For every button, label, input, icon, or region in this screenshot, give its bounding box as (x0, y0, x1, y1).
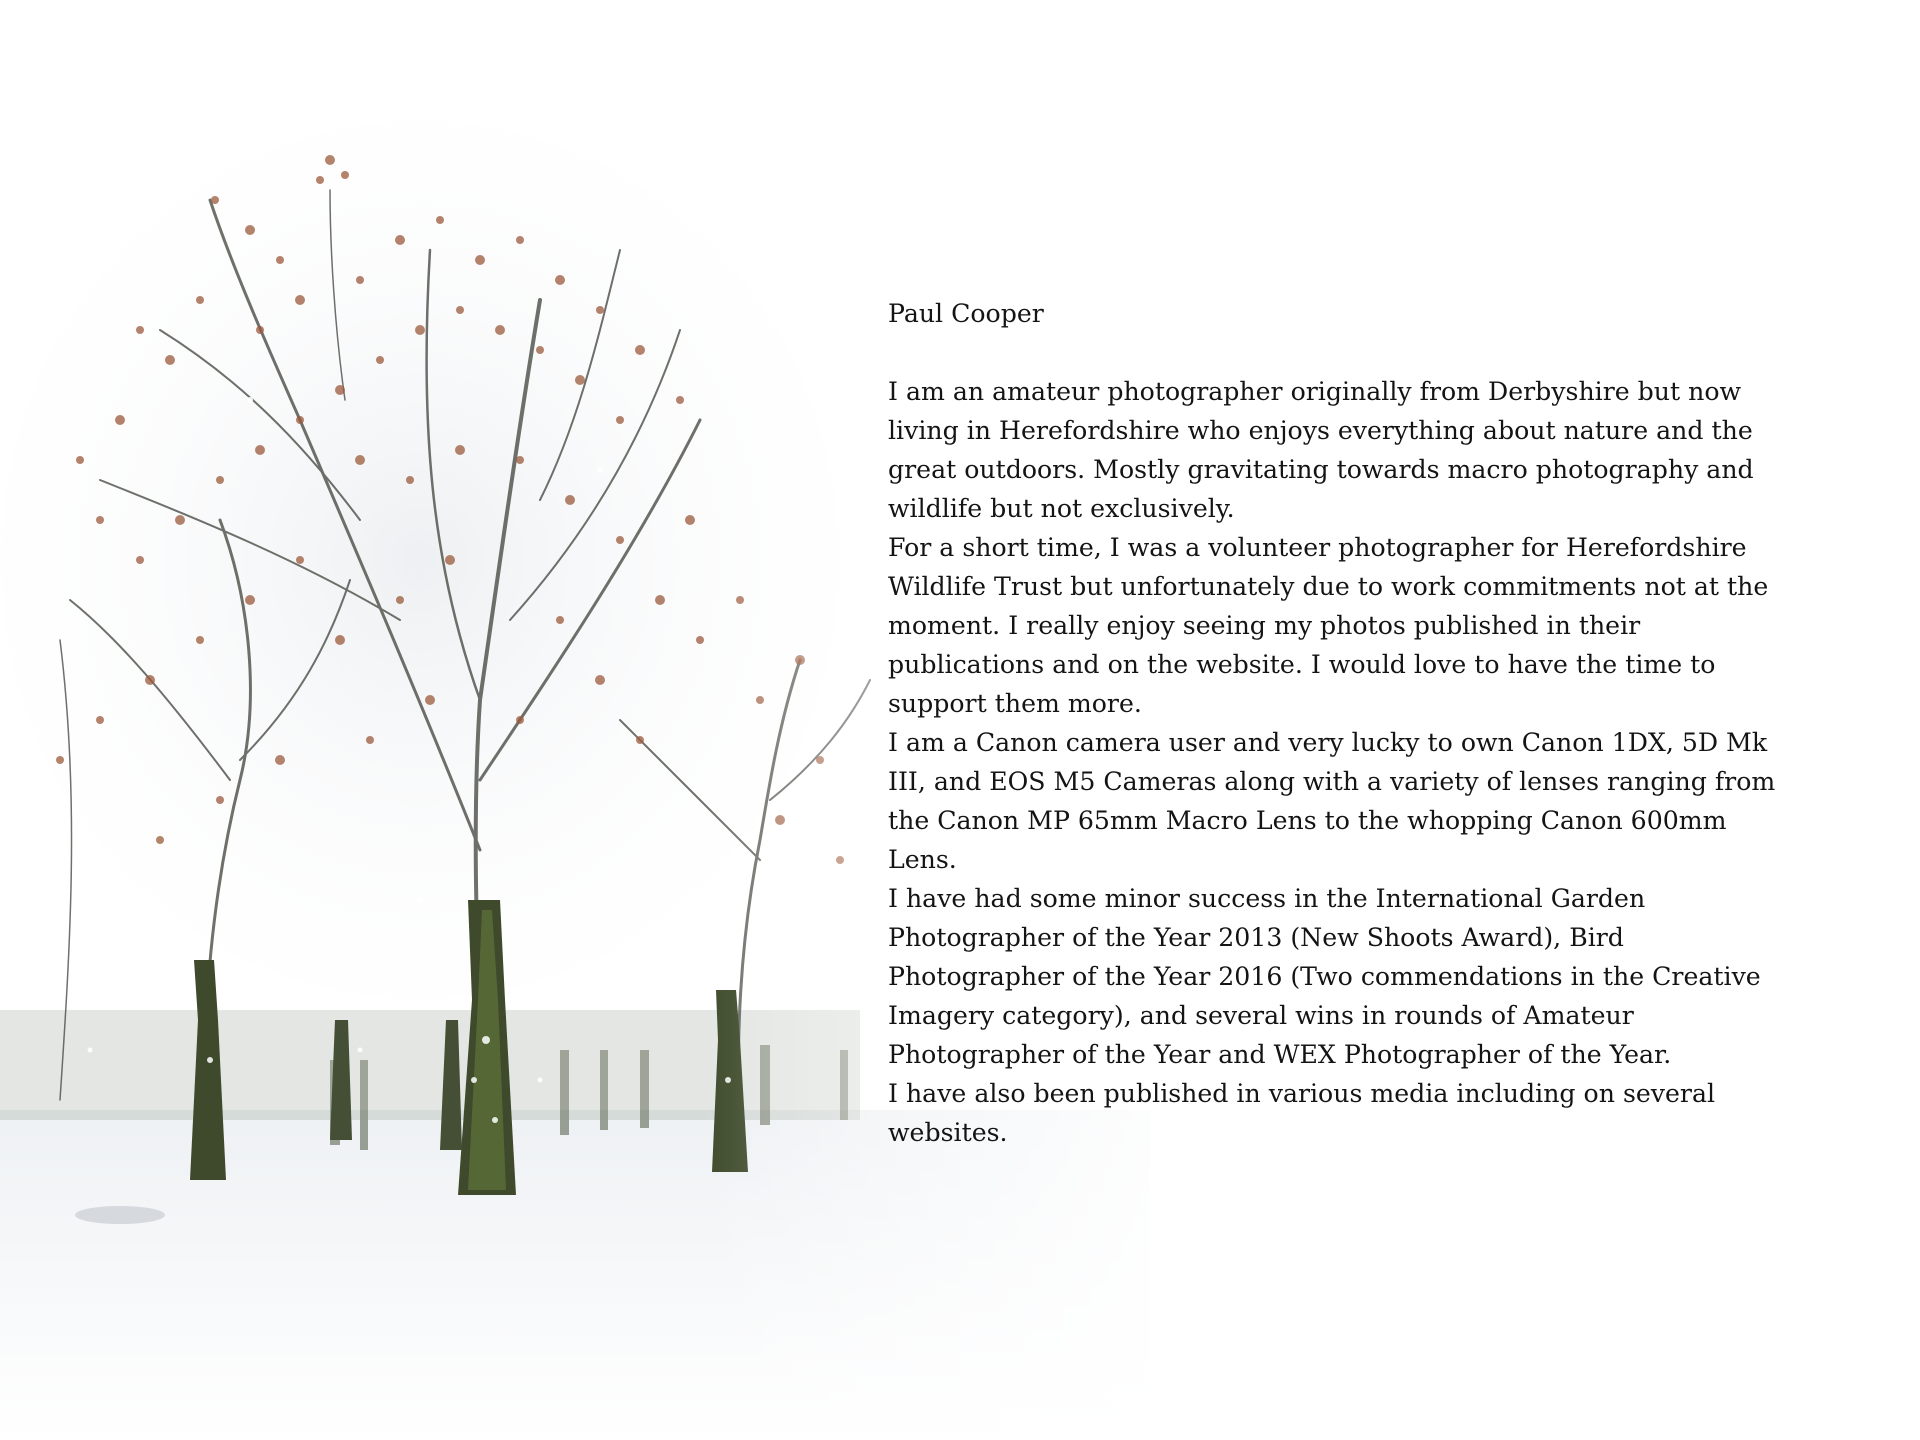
author-name: Paul Cooper (888, 299, 1044, 328)
bio-paragraph: I have also been published in various media including on several websites. (888, 1079, 1716, 1147)
bio-paragraph: I am an amateur photographer originally from Derbyshire but now living in Herefordshire who enjoys everything about nature and the great outdoors. Mostly gravitating towards macro photography and wildlife but not exclusively. (888, 377, 1754, 523)
photographer-bio (888, 294, 1788, 1152)
bio-paragraph: I am a Canon camera user and very lucky to own Canon 1DX, 5D Mk III, and EOS M5 Cameras along with a variety of lenses ranging from the Canon MP 65mm Macro Lens to the whopping Canon 600mm Lens. (888, 728, 1776, 874)
bio-paragraph: For a short time, I was a volunteer photographer for Herefordshire Wildlife Trust but unfortunately due to work commitments not at the moment. I really enjoy seeing my photos published in their publications and on the website. I would love to have the time to support them more. (888, 533, 1769, 718)
bio-paragraph: I have had some minor success in the International Garden Photographer of the Year 2013 (New Shoots Award), Bird Photographer of the Year 2016 (Two commendations in the Creative Imagery category), and several wins in rounds of Amateur Photographer of the Year and WEX Photographer of the Year. (888, 884, 1761, 1069)
